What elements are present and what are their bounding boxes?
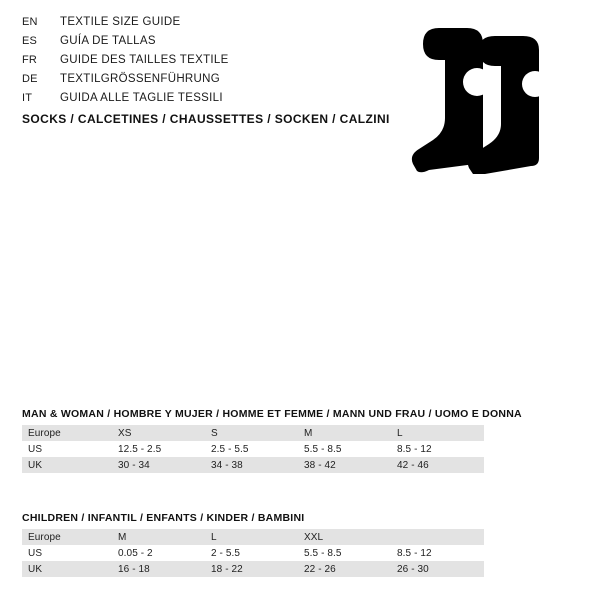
table-cell: 8.5 - 12	[391, 545, 484, 561]
language-code: EN	[22, 16, 38, 28]
table-header-cell: Europe	[22, 529, 112, 545]
language-code: ES	[22, 35, 38, 47]
table-row	[22, 561, 484, 577]
table-cell: 26 - 30	[391, 561, 484, 577]
language-row	[22, 54, 362, 73]
table-cell: 2 - 5.5	[205, 545, 298, 561]
table-cell: 18 - 22	[205, 561, 298, 577]
table-cell: 5.5 - 8.5	[298, 441, 391, 457]
language-row	[22, 73, 362, 92]
language-title: GUÍA DE TALLAS	[60, 35, 156, 47]
language-title: GUIDE DES TAILLES TEXTILE	[60, 54, 229, 66]
table-cell: 22 - 26	[298, 561, 391, 577]
table-row	[22, 545, 484, 561]
table-cell: 5.5 - 8.5	[298, 545, 391, 561]
language-list	[22, 16, 362, 111]
table-header-cell: L	[391, 425, 484, 441]
language-title: TEXTILGRÖSSENFÜHRUNG	[60, 73, 220, 85]
table-cell: 12.5 - 2.5	[112, 441, 205, 457]
size-table-man-woman	[22, 408, 578, 473]
table-header-row	[22, 425, 484, 441]
table-cell: 16 - 18	[112, 561, 205, 577]
language-row	[22, 92, 362, 111]
table-header-cell: S	[205, 425, 298, 441]
table-cell: 42 - 46	[391, 457, 484, 473]
table-header-cell: M	[112, 529, 205, 545]
row-label: US	[22, 441, 112, 457]
table-caption: MAN & WOMAN / HOMBRE Y MUJER / HOMME ET FEMME / MANN UND FRAU / UOMO E DONNA	[22, 408, 522, 420]
page-title: SOCKS / CALCETINES / CHAUSSETTES / SOCKEN / CALZINI	[22, 112, 390, 126]
row-label: US	[22, 545, 112, 561]
table-header-cell: M	[298, 425, 391, 441]
table-row	[22, 441, 484, 457]
table-header-cell: L	[205, 529, 298, 545]
table-cell: 30 - 34	[112, 457, 205, 473]
language-title: GUIDA ALLE TAGLIE TESSILI	[60, 92, 223, 104]
table-header-cell	[391, 529, 484, 545]
table	[22, 425, 484, 473]
table-cell: 2.5 - 5.5	[205, 441, 298, 457]
language-title: TEXTILE SIZE GUIDE	[60, 16, 181, 28]
row-label: UK	[22, 457, 112, 473]
table-cell: 34 - 38	[205, 457, 298, 473]
socks-illustration	[405, 14, 575, 174]
table	[22, 529, 484, 577]
language-code: FR	[22, 54, 38, 66]
table-cell: 8.5 - 12	[391, 441, 484, 457]
table-cell: 0.05 - 2	[112, 545, 205, 561]
table-header-cell: XXL	[298, 529, 391, 545]
language-code: IT	[22, 92, 33, 104]
table-cell: 38 - 42	[298, 457, 391, 473]
table-header-row	[22, 529, 484, 545]
size-table-children	[22, 512, 578, 577]
language-row	[22, 16, 362, 35]
table-caption: CHILDREN / INFANTIL / ENFANTS / KINDER / BAMBINI	[22, 512, 305, 524]
language-code: DE	[22, 73, 38, 85]
table-header-cell: Europe	[22, 425, 112, 441]
table-row	[22, 457, 484, 473]
table-header-cell: XS	[112, 425, 205, 441]
row-label: UK	[22, 561, 112, 577]
language-row	[22, 35, 362, 54]
